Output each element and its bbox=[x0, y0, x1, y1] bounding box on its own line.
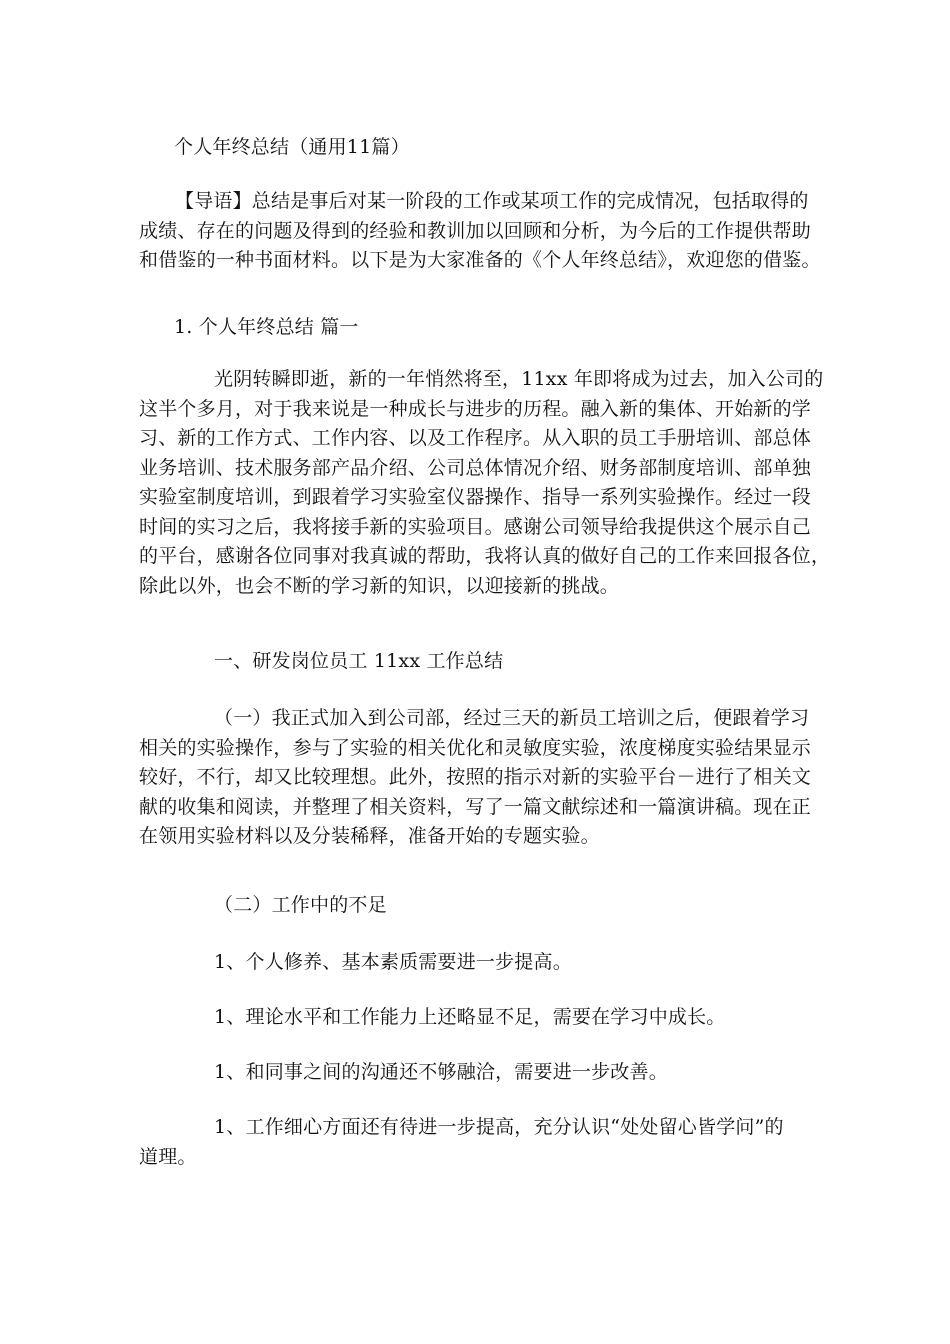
shortcoming-item: 1、理论水平和工作能力上还略显不足，需要在学习中成长。 bbox=[214, 1006, 726, 1028]
last-line: 道理。 bbox=[139, 1145, 197, 1168]
body-line: 习、新的工作方式、工作内容、以及工作程序。从入职的员工手册培训、部总体 bbox=[139, 427, 812, 449]
part-one-line: 相关的实验操作，参与了实验的相关优化和灵敏度实验，浓度梯度实验结果显示 bbox=[139, 736, 812, 759]
body-line: 除此以外，也会不断的学习新的知识，以迎接新的挑战。 bbox=[139, 574, 620, 597]
intro-line: 成绩、存在的问题及得到的经验和教训加以回顾和分析，为今后的工作提供帮助 bbox=[139, 219, 812, 242]
part-one-line: 献的收集和阅读，并整理了相关资料，写了一篇文献综述和一篇演讲稿。现在正 bbox=[139, 795, 812, 818]
body-line: 业务培训、技术服务部产品介绍、公司总体情况介绍、财务部制度培训、部单独 bbox=[139, 456, 812, 479]
document-title: 个人年终总结（通用11篇） bbox=[174, 136, 410, 158]
section-heading: 1. 个人年终总结 篇一 bbox=[174, 316, 359, 338]
part-one-line: 较好，不行，却又比较理想。此外，按照的指示对新的实验平台－进行了相关文 bbox=[139, 766, 812, 788]
last-line: 1、工作细心方面还有待进一步提高，充分认识“处处留心皆学问”的 bbox=[214, 1116, 784, 1138]
body-line: 实验室制度培训，到跟着学习实验室仪器操作、指导一系列实验操作。经过一段 bbox=[139, 486, 812, 508]
shortcoming-item: 1、和同事之间的沟通还不够融洽，需要进一步改善。 bbox=[214, 1061, 668, 1083]
intro-paragraph bbox=[139, 187, 819, 276]
intro-line: 【导语】总结是事后对某一阶段的工作或某项工作的完成情况，包括取得的 bbox=[175, 190, 809, 212]
body-line: 这半个多月，对于我来说是一种成长与进步的历程。融入新的集体、开始新的学 bbox=[139, 397, 812, 420]
part-two-heading: （二）工作中的不足 bbox=[214, 894, 387, 916]
body-line: 光阴转瞬即逝，新的一年悄然将至，11xx 年即将成为过去，加入公司的 bbox=[214, 368, 824, 390]
last-shortcoming-paragraph bbox=[139, 1113, 819, 1172]
body-line: 时间的实习之后，我将接手新的实验项目。感谢公司领导给我提供这个展示自己 bbox=[139, 515, 812, 538]
part-one-line: 在领用实验材料以及分装稀释，准备开始的专题实验。 bbox=[139, 825, 600, 847]
part-one-paragraph bbox=[139, 704, 819, 852]
part-one-line: （一）我正式加入到公司部，经过三天的新员工培训之后，便跟着学习 bbox=[214, 707, 810, 729]
sub-heading: 一、研发岗位员工 11xx 工作总结 bbox=[214, 650, 504, 672]
body-line: 的平台，感谢各位同事对我真诚的帮助，我将认真的做好自己的工作来回报各位， bbox=[139, 545, 831, 567]
shortcoming-item: 1、个人修养、基本素质需要进一步提高。 bbox=[214, 951, 572, 973]
intro-line: 和借鉴的一种书面材料。以下是为大家准备的《个人年终总结》，欢迎您的借鉴。 bbox=[139, 249, 821, 271]
body-paragraph bbox=[139, 365, 831, 601]
